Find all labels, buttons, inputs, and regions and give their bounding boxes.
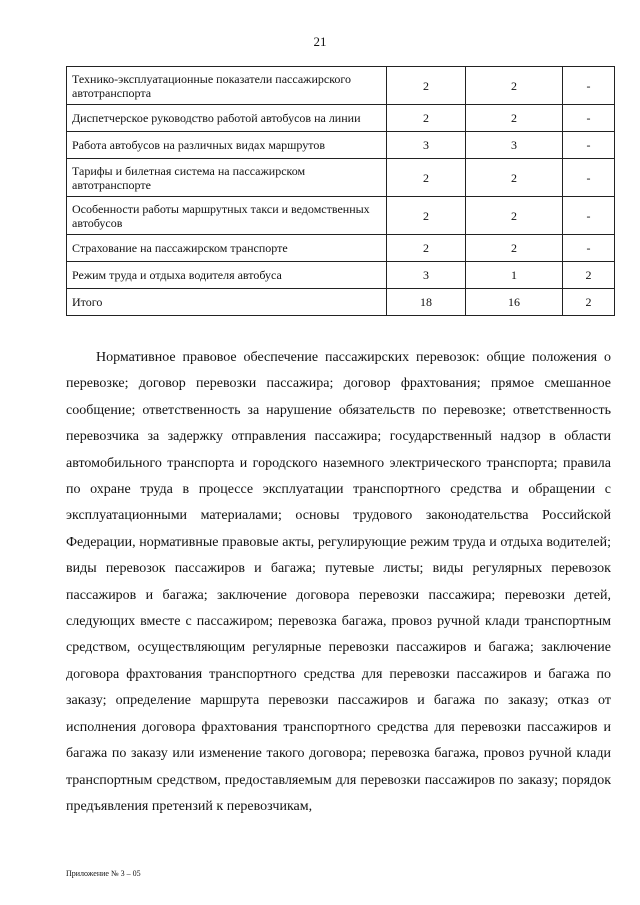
extra-hours-cell: 2 <box>563 262 615 289</box>
practice-hours-cell: 1 <box>466 262 563 289</box>
practice-hours-cell: 2 <box>466 235 563 262</box>
extra-hours-cell: - <box>563 235 615 262</box>
table-row <box>67 289 615 316</box>
extra-hours-cell: - <box>563 197 615 235</box>
topic-cell: Особенности работы маршрутных такси и ведомственных автобусов <box>67 197 387 235</box>
theory-hours-cell: 18 <box>387 289 466 316</box>
table-row <box>67 235 615 262</box>
practice-hours-cell: 3 <box>466 132 563 159</box>
topic-cell: Итого <box>67 289 387 316</box>
table-row <box>67 67 615 105</box>
extra-hours-cell: - <box>563 105 615 132</box>
topic-cell: Работа автобусов на различных видах маршрутов <box>67 132 387 159</box>
topic-cell: Режим труда и отдыха водителя автобуса <box>67 262 387 289</box>
table-row <box>67 132 615 159</box>
topic-cell: Технико-эксплуатационные показатели пассажирского автотранспорта <box>67 67 387 105</box>
practice-hours-cell: 2 <box>466 159 563 197</box>
practice-hours-cell: 2 <box>466 197 563 235</box>
practice-hours-cell: 16 <box>466 289 563 316</box>
hours-table <box>66 66 615 316</box>
theory-hours-cell: 3 <box>387 132 466 159</box>
table-row <box>67 262 615 289</box>
extra-hours-cell: - <box>563 132 615 159</box>
body-paragraph: Нормативное правовое обеспечение пассажирских перевозок: общие положения о перевозке; договор перевозки пассажира; договор фрахтования; прямое смешанное сообщение; ответственность за нарушение обязательств по перевозке; ответственность перевозчика за задержку отправления пассажира; государственный надзор в области автомобильного транспорта и городского наземного электрического транспорта; правила по охране труда в процессе эксплуатации транспортного средства и обращении с эксплуатационными материалами; основы трудового законодательства Российской Федерации, нормативные правовые акты, регулирующие режим труда и отдыха водителей; виды перевозок пассажиров и багажа; путевые листы; виды регулярных перевозок пассажиров и багажа; заключение договора перевозки пассажира; перевозки детей, следующих вместе с пассажиром; перевозка багажа, провоз ручной клади транспортным средством, осуществляющим регулярные перевозки пассажиров и багажа; заключение договора фрахтования транспортного средства для перевозки пассажиров и багажа по заказу; определение маршрута перевозки пассажиров и багажа по заказу; отказ от исполнения договора фрахтования транспортного средства для перевозки пассажиров и багажа по заказу или изменение такого договора; перевозка багажа, провоз ручной клади транспортным средством, предоставляемым для перевозки пассажиров по заказу; порядок предъявления претензий к перевозчикам, <box>66 350 611 814</box>
table-body <box>67 67 615 316</box>
theory-hours-cell: 2 <box>387 67 466 105</box>
topic-cell: Диспетчерское руководство работой автобусов на линии <box>67 105 387 132</box>
page-number: 21 <box>313 34 327 49</box>
theory-hours-cell: 3 <box>387 262 466 289</box>
table-row <box>67 197 615 235</box>
table-row <box>67 105 615 132</box>
practice-hours-cell: 2 <box>466 105 563 132</box>
topic-cell: Тарифы и билетная система на пассажирском автотранспорте <box>67 159 387 197</box>
theory-hours-cell: 2 <box>387 235 466 262</box>
theory-hours-cell: 2 <box>387 159 466 197</box>
footer-note: Приложение № 3 – 05 <box>66 869 141 878</box>
extra-hours-cell: - <box>563 159 615 197</box>
table-row <box>67 159 615 197</box>
theory-hours-cell: 2 <box>387 197 466 235</box>
topic-cell: Страхование на пассажирском транспорте <box>67 235 387 262</box>
theory-hours-cell: 2 <box>387 105 466 132</box>
extra-hours-cell: - <box>563 67 615 105</box>
extra-hours-cell: 2 <box>563 289 615 316</box>
practice-hours-cell: 2 <box>466 67 563 105</box>
